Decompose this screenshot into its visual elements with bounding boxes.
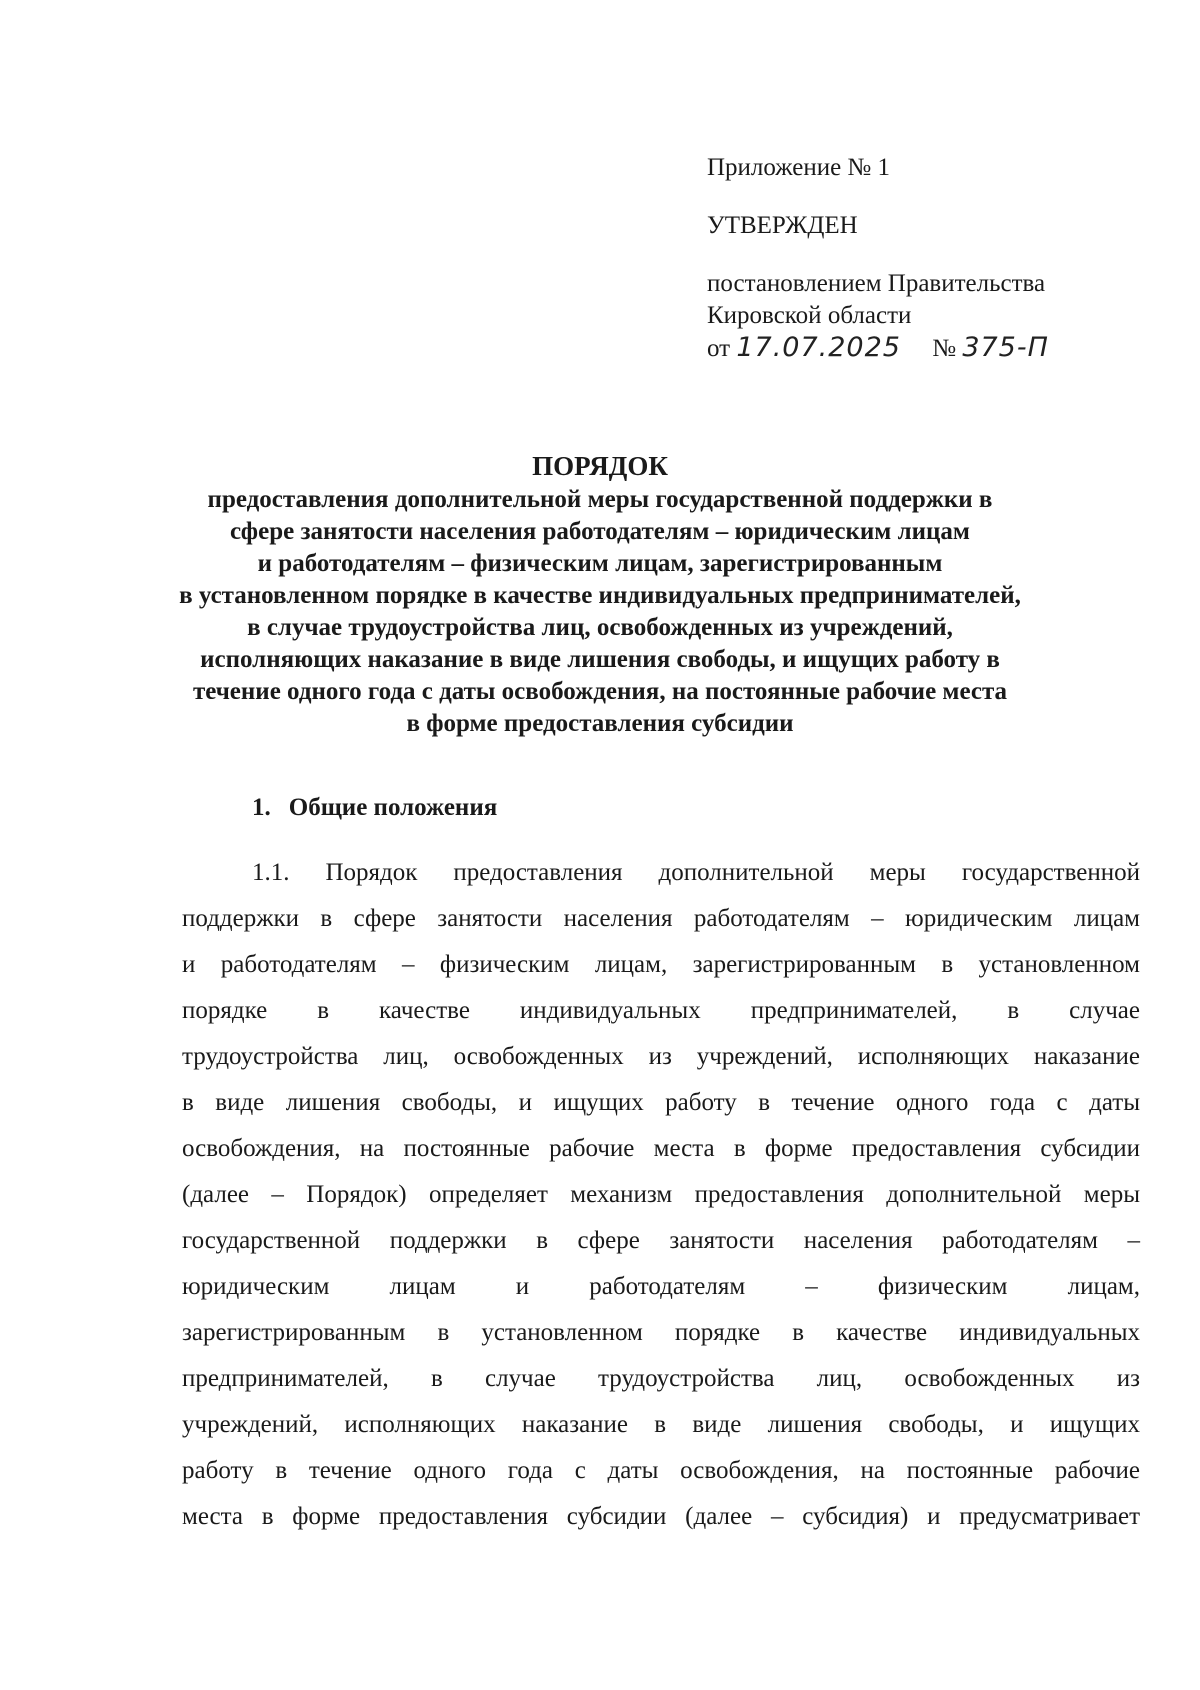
paragraph-line: порядке в качестве индивидуальных предпринимателей, в случае: [182, 997, 1140, 1024]
paragraph-line: поддержки в сфере занятости населения работодателям – юридическим лицам: [182, 905, 1140, 932]
approval-block: [707, 152, 1137, 365]
approval-date-line: [707, 332, 1049, 363]
title-line: и работодателям – физическим лицам, зарегистрированным: [257, 550, 943, 577]
approval-line-2: Кировской области: [707, 302, 912, 329]
paragraph-line: (далее – Порядок) определяет механизм предоставления дополнительной меры: [182, 1181, 1140, 1208]
section-heading: [252, 792, 497, 824]
title-line: в установленном порядке в качестве индивидуальных предпринимателей,: [179, 582, 1021, 609]
paragraph-line: работу в течение одного года с даты освобождения, на постоянные рабочие: [182, 1457, 1140, 1484]
date-prefix: от: [707, 335, 731, 362]
title-line: течение одного года с даты освобождения, на постоянные рабочие места: [192, 678, 1008, 705]
paragraph-line: места в форме предоставления субсидии (далее – субсидия) и предусматривает: [182, 1503, 1140, 1530]
paragraph-line: юридическим лицам и работодателям – физическим лицам,: [182, 1273, 1140, 1300]
paragraph-line: трудоустройства лиц, освобожденных из учреждений, исполняющих наказание: [182, 1043, 1140, 1070]
approval-line-1: постановлением Правительства: [707, 270, 1046, 297]
section-number: 1.: [252, 794, 271, 821]
paragraph-line: 1.1. Порядок предоставления дополнительной меры государственной: [252, 859, 1140, 886]
document-title: [150, 448, 1050, 740]
title-line: в случае трудоустройства лиц, освобожденных из учреждений,: [247, 614, 953, 641]
paragraph-line: государственной поддержки в сфере занятости населения работодателям –: [182, 1227, 1140, 1254]
title-line: предоставления дополнительной меры государственной поддержки в: [207, 486, 993, 513]
paragraph-line: в виде лишения свободы, и ищущих работу в течение одного года с даты: [182, 1089, 1140, 1116]
title-main: ПОРЯДОК: [532, 451, 668, 481]
title-line: сфере занятости населения работодателям – юридическим лицам: [230, 518, 970, 545]
handwritten-date: 17.07.2025: [736, 332, 901, 363]
paragraph-line: предпринимателей, в случае трудоустройства лиц, освобожденных из: [182, 1365, 1140, 1392]
annex-label: Приложение № 1: [707, 154, 891, 181]
number-prefix: №: [932, 335, 957, 362]
title-line: в форме предоставления субсидии: [406, 710, 794, 737]
paragraph-line: учреждений, исполняющих наказание в виде лишения свободы, и ищущих: [182, 1411, 1140, 1438]
paragraph-line: освобождения, на постоянные рабочие места в форме предоставления субсидии: [182, 1135, 1140, 1162]
approved-label: УТВЕРЖДЕН: [707, 212, 858, 239]
paragraph-line: зарегистрированным в установленном порядке в качестве индивидуальных: [182, 1319, 1140, 1346]
section-title: Общие положения: [288, 794, 498, 821]
title-line: исполняющих наказание в виде лишения свободы, и ищущих работу в: [200, 646, 1000, 673]
paragraph-line: и работодателям – физическим лицам, зарегистрированным в установленном: [182, 951, 1140, 978]
handwritten-number: 375-П: [962, 332, 1049, 363]
paragraph-1-1: [182, 850, 1140, 1540]
